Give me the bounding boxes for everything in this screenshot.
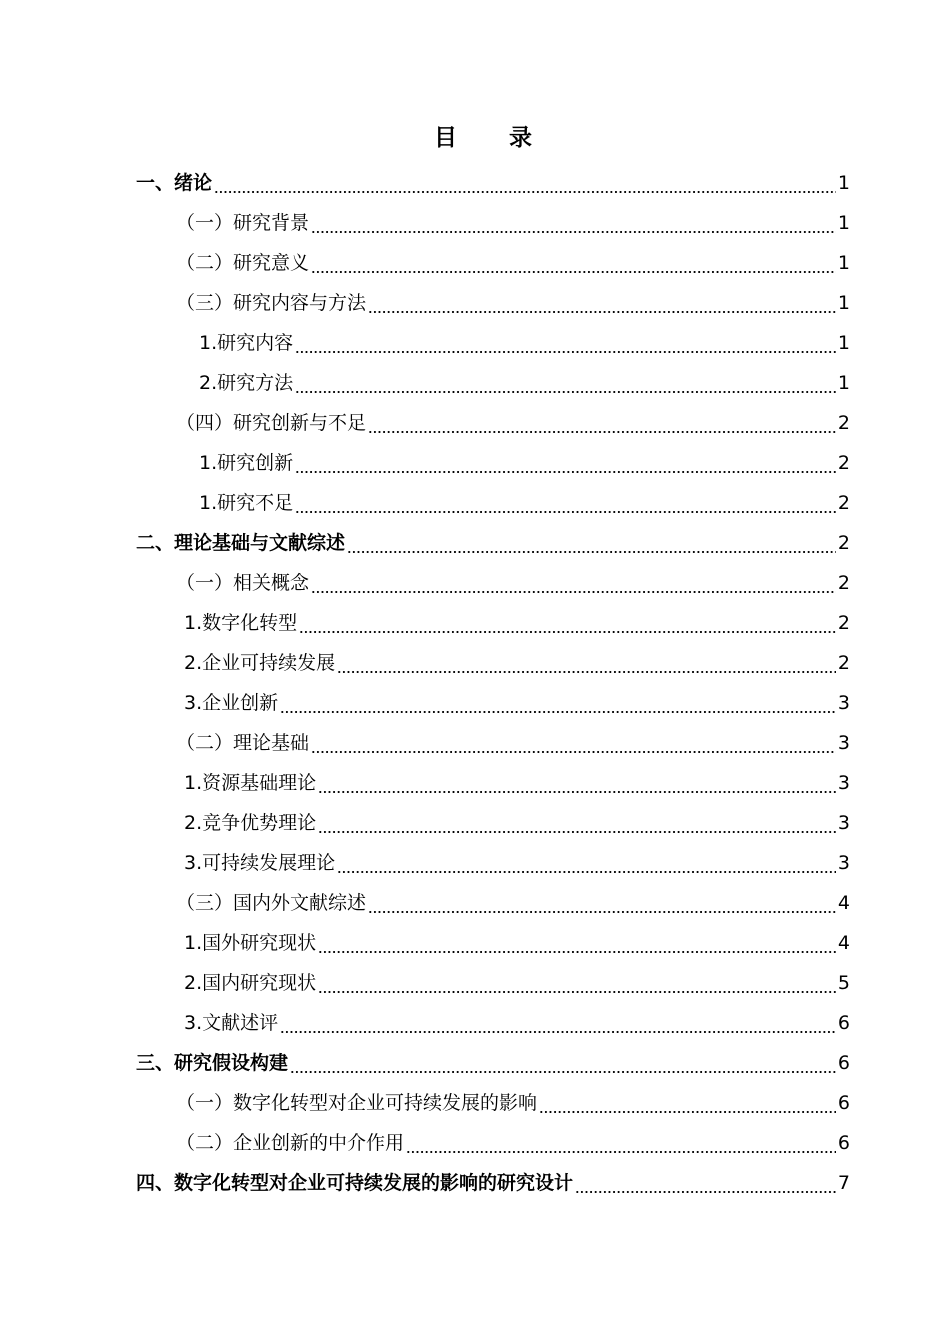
toc-entry[interactable] [199,363,850,403]
toc-entry-page-number: 2 [837,652,850,674]
toc-entry-label: 四、数字化转型对企业可持续发展的影响的研究设计 [136,1172,574,1194]
toc-entry[interactable] [176,403,850,443]
toc-entry[interactable] [136,523,850,563]
toc-entry[interactable] [184,963,850,1003]
toc-entry[interactable] [176,883,850,923]
toc-entry-page-number: 4 [837,932,850,954]
dot-leader [295,443,836,483]
toc-entry-label: 3.企业创新 [184,692,279,714]
dot-leader [337,843,836,883]
toc-entry-label: 1.研究不足 [199,492,294,514]
toc-entry-page-number: 2 [837,452,850,474]
toc-entry-page-number: 6 [837,1092,850,1114]
toc-entry-label: 2.企业可持续发展 [184,652,336,674]
dot-leader [318,763,836,803]
toc-entry-label: 1.研究内容 [199,332,294,354]
toc-entry-page-number: 3 [837,772,850,794]
toc-entry[interactable] [184,603,850,643]
toc-entry-page-number: 3 [837,812,850,834]
toc-entry-page-number: 6 [837,1132,850,1154]
toc-entry[interactable] [176,243,850,283]
dot-leader [295,363,836,403]
toc-entry-page-number: 3 [837,732,850,754]
toc-entry[interactable] [184,763,850,803]
dot-leader [290,1043,836,1083]
toc-entry-label: 3.文献述评 [184,1012,279,1034]
toc-entry[interactable] [176,203,850,243]
toc-entry-page-number: 2 [837,532,850,554]
toc-entry-page-number: 6 [837,1052,850,1074]
dot-leader [214,163,836,203]
toc-entry-page-number: 3 [837,692,850,714]
dot-leader [368,403,836,443]
toc-entry-label: （三）研究内容与方法 [176,292,367,314]
toc-entry-label: 2.竞争优势理论 [184,812,317,834]
toc-entry[interactable] [136,163,850,203]
toc-entry[interactable] [184,643,850,683]
toc-entry-page-number: 1 [837,212,850,234]
toc-entry[interactable] [184,1003,850,1043]
toc-entry-label: 3.可持续发展理论 [184,852,336,874]
toc-entry[interactable] [136,1043,850,1083]
toc-entry-label: （二）研究意义 [176,252,310,274]
toc-entry-label: 二、理论基础与文献综述 [136,532,346,554]
toc-entry-label: 三、研究假设构建 [136,1052,289,1074]
dot-leader [280,1003,836,1043]
dot-leader [368,883,836,923]
toc-entry[interactable] [176,563,850,603]
dot-leader [280,683,836,723]
toc-entry[interactable] [199,443,850,483]
toc-entry-label: （一）相关概念 [176,572,310,594]
toc-entry-label: （二）理论基础 [176,732,310,754]
toc-entry[interactable] [184,843,850,883]
toc-entry-page-number: 1 [837,172,850,194]
toc-entry-page-number: 1 [837,332,850,354]
toc-entry-label: 1.资源基础理论 [184,772,317,794]
dot-leader [318,963,836,1003]
toc-entry-label: 2.国内研究现状 [184,972,317,994]
toc-entry-label: （二）企业创新的中介作用 [176,1132,405,1154]
toc-entry-label: 1.国外研究现状 [184,932,317,954]
toc-entry-page-number: 2 [837,412,850,434]
toc-entry[interactable] [199,483,850,523]
toc-entry-label: （三）国内外文献综述 [176,892,367,914]
toc-entry-page-number: 2 [837,492,850,514]
dot-leader [337,643,836,683]
dot-leader [406,1123,836,1163]
toc-entry-label: （一）研究背景 [176,212,310,234]
toc-entry-label: 1.数字化转型 [184,612,298,634]
toc-entry-page-number: 1 [837,372,850,394]
toc-entry-page-number: 3 [837,852,850,874]
toc-entry[interactable] [199,323,850,363]
toc-entry[interactable] [176,723,850,763]
toc-entry-page-number: 1 [837,252,850,274]
dot-leader [318,923,836,963]
toc-entry-label: 2.研究方法 [199,372,294,394]
dot-leader [311,723,836,763]
dot-leader [539,1083,836,1123]
toc-entry[interactable] [136,1163,850,1203]
dot-leader [347,523,836,563]
dot-leader [311,243,836,283]
dot-leader [295,323,836,363]
dot-leader [311,203,836,243]
toc-entry[interactable] [176,1123,850,1163]
toc-entry-page-number: 6 [837,1012,850,1034]
dot-leader [311,563,836,603]
toc-entry-page-number: 2 [837,612,850,634]
toc-entry[interactable] [184,923,850,963]
dot-leader [318,803,836,843]
toc-title: 目 录 [433,125,554,151]
toc-entry[interactable] [176,283,850,323]
toc-entry-page-number: 4 [837,892,850,914]
dot-leader [368,283,836,323]
toc-entry[interactable] [176,1083,850,1123]
toc-entry-label: （一）数字化转型对企业可持续发展的影响 [176,1092,538,1114]
toc-entry-page-number: 1 [837,292,850,314]
toc-entry[interactable] [184,683,850,723]
toc-entry-label: 1.研究创新 [199,452,294,474]
toc-entry[interactable] [184,803,850,843]
toc-entry-label: （四）研究创新与不足 [176,412,367,434]
toc-entry-label: 一、绪论 [136,172,213,194]
toc-entry-page-number: 2 [837,572,850,594]
toc-entry-page-number: 5 [837,972,850,994]
toc-entry-page-number: 7 [837,1172,850,1194]
dot-leader [295,483,836,523]
dot-leader [299,603,836,643]
dot-leader [575,1163,836,1203]
